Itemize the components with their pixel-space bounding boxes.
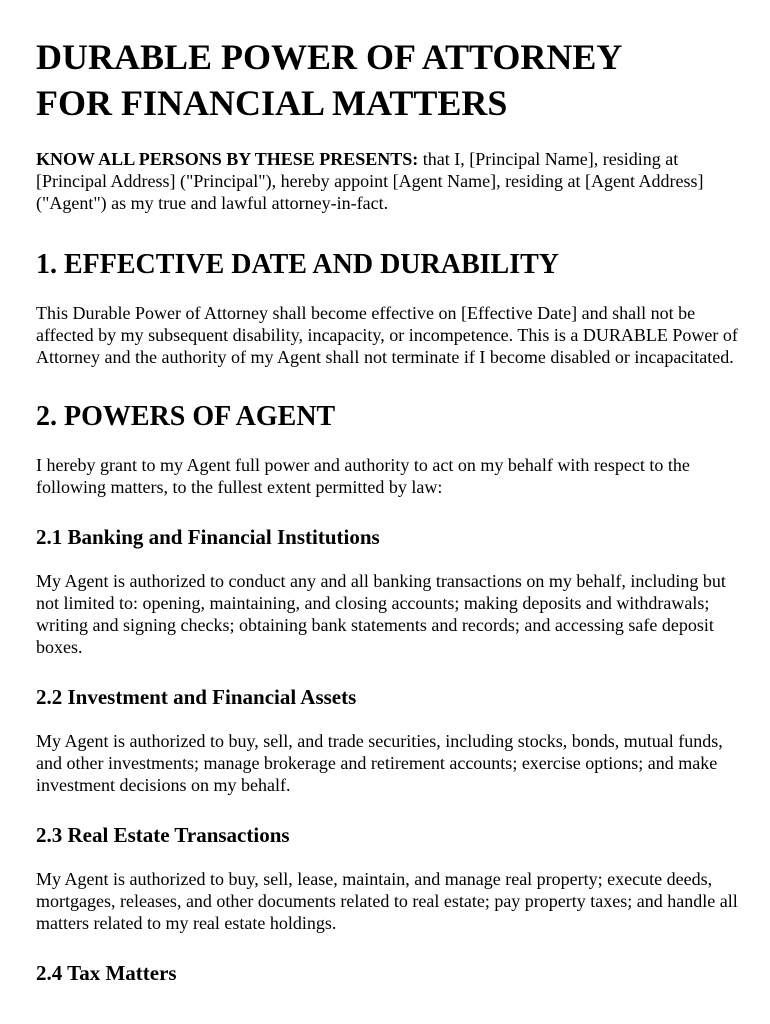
subsection-heading-real-estate: 2.3 Real Estate Transactions (36, 823, 290, 847)
subsection-body-banking: My Agent is authorized to conduct any and all banking transactions on my behalf, including but not limited to: opening, maintaining, and closing accounts; making deposits and withdrawals; writing and signing checks; obtaining bank statements and records; and accessing safe deposit boxes. (36, 571, 726, 657)
subsection-heading-banking: 2.1 Banking and Financial Institutions (36, 525, 380, 549)
intro-lead: KNOW ALL PERSONS BY THESE PRESENTS: (36, 149, 419, 169)
section-body-powers-of-agent: I hereby grant to my Agent full power and authority to act on my behalf with respect to the following matters, to the fullest extent permitted by law: (36, 455, 690, 497)
section-heading-powers-of-agent: 2. POWERS OF AGENT (36, 401, 336, 432)
document-page (36, 34, 746, 1006)
document-title (36, 34, 746, 126)
intro-text: that I, [Principal Name], residing at [Principal Address] ("Principal"), hereby appoint [Agent Name], residing at [Agent Address] ("Agent") as my true and lawful attorney-in-fact. (36, 149, 704, 213)
title-line-1: DURABLE POWER OF ATTORNEY (36, 37, 623, 77)
intro-paragraph (36, 148, 746, 214)
subsection-body-real-estate: My Agent is authorized to buy, sell, lease, maintain, and manage real property; execute deeds, mortgages, releases, and other documents related to real estate; pay property taxes; and handle all matters related to my real estate holdings. (36, 869, 738, 933)
subsection-body-investment: My Agent is authorized to buy, sell, and trade securities, including stocks, bonds, mutual funds, and other investments; manage brokerage and retirement accounts; exercise options; and make investment decisions on my behalf. (36, 731, 723, 795)
title-line-2: FOR FINANCIAL MATTERS (36, 83, 508, 123)
subsection-heading-tax-matters: 2.4 Tax Matters (36, 961, 177, 985)
subsection-heading-investment: 2.2 Investment and Financial Assets (36, 685, 357, 709)
section-heading-effective-date: 1. EFFECTIVE DATE AND DURABILITY (36, 249, 560, 280)
section-body-effective-date: This Durable Power of Attorney shall become effective on [Effective Date] and shall not be affected by my subsequent disability, incapacity, or incompetence. This is a DURABLE Power of Attorney and the authority of my Agent shall not terminate if I become disabled or incapacitated. (36, 303, 738, 367)
